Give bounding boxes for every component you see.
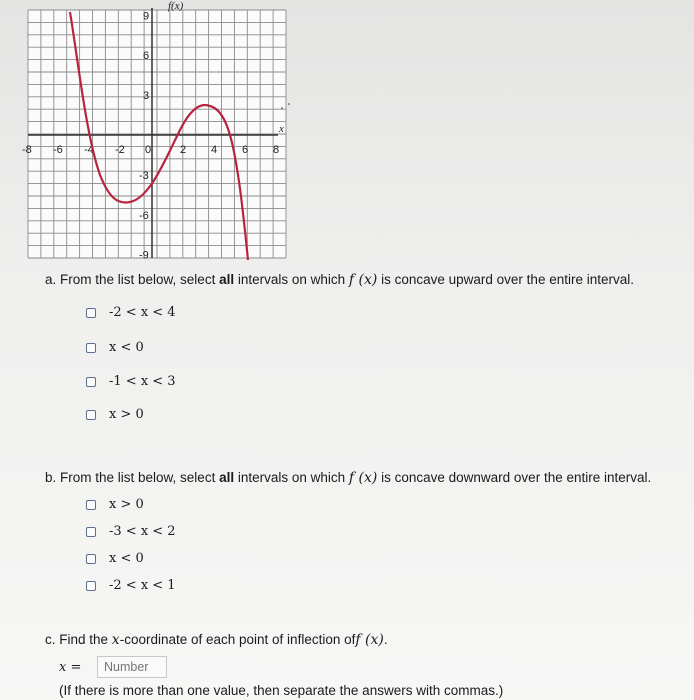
question-a-bold: all [219,272,235,287]
axis-dot [288,103,290,105]
x-tick-label: -2 [115,144,125,156]
option-a-2[interactable] [86,340,144,355]
question-c-xvar: x [111,632,120,648]
question-b-prefix: b. From the list below, select [45,470,220,485]
option-label: -1 < x < 3 [109,374,176,389]
option-label: -3 < x < 2 [109,524,176,539]
option-label: x > 0 [109,407,144,422]
question-a [45,272,634,288]
checkbox[interactable] [86,377,96,387]
checkbox[interactable] [86,500,96,510]
checkbox[interactable] [86,308,96,318]
checkbox[interactable] [86,410,96,420]
x-tick-label: -4 [84,144,94,156]
option-b-4[interactable] [86,578,176,593]
x-tick-label: -8 [22,144,32,156]
question-a-prefix: a. From the list below, select [45,272,220,287]
option-b-1[interactable] [86,497,144,512]
x-tick-label: 2 [180,144,187,156]
answer-row [59,656,167,678]
x-tick-label: 4 [211,144,218,156]
question-c-middle: -coordinate of each point of inflection of [119,632,356,647]
x-tick-label: 8 [273,144,280,156]
question-a-func: f (x) [348,272,378,288]
option-label: x < 0 [109,340,144,355]
answer-label: x = [59,659,82,675]
checkbox[interactable] [86,343,96,353]
instruction-note: (If there is more than one value, then separate the answers with commas.) [59,683,504,698]
option-label: -2 < x < 1 [109,578,176,593]
checkbox[interactable] [86,527,96,537]
y-tick-label: -6 [139,209,149,222]
option-a-4[interactable] [86,407,144,422]
function-graph [0,0,300,262]
x-tick-label: 0 [145,144,152,156]
inflection-answer-input[interactable] [97,656,167,678]
y-tick-label: 9 [143,10,150,23]
axis-dot [281,107,283,109]
x-axis-label: x [279,123,284,135]
question-c-func: f (x) [355,632,384,648]
checkbox[interactable] [86,554,96,564]
checkbox[interactable] [86,581,96,591]
function-label: f(x) [168,0,184,12]
question-c-suffix: . [383,632,388,647]
y-tick-label: 6 [143,50,150,63]
y-tick-label: 3 [143,90,150,103]
question-b-bold: all [219,470,235,485]
y-tick-label: -3 [139,169,149,182]
question-a-middle: intervals on which [234,272,349,287]
option-label: x < 0 [109,551,144,566]
question-b-middle: intervals on which [234,470,349,485]
question-b-suffix: is concave downward over the entire interval. [377,470,652,485]
option-a-3[interactable] [86,374,176,389]
question-a-suffix: is concave upward over the entire interval. [377,272,634,287]
y-tick-label: -9 [139,249,149,262]
grid-lines [28,10,286,258]
option-label: x > 0 [109,497,144,512]
question-c [45,632,388,648]
question-b [45,470,651,486]
option-a-1[interactable] [86,305,176,320]
option-b-2[interactable] [86,524,176,539]
option-b-3[interactable] [86,551,144,566]
question-c-prefix: c. Find the [45,632,112,647]
question-b-func: f (x) [348,470,378,486]
x-tick-label: -6 [53,144,63,156]
graph-svg [0,0,300,262]
option-label: -2 < x < 4 [109,305,176,320]
x-tick-label: 6 [242,144,249,156]
